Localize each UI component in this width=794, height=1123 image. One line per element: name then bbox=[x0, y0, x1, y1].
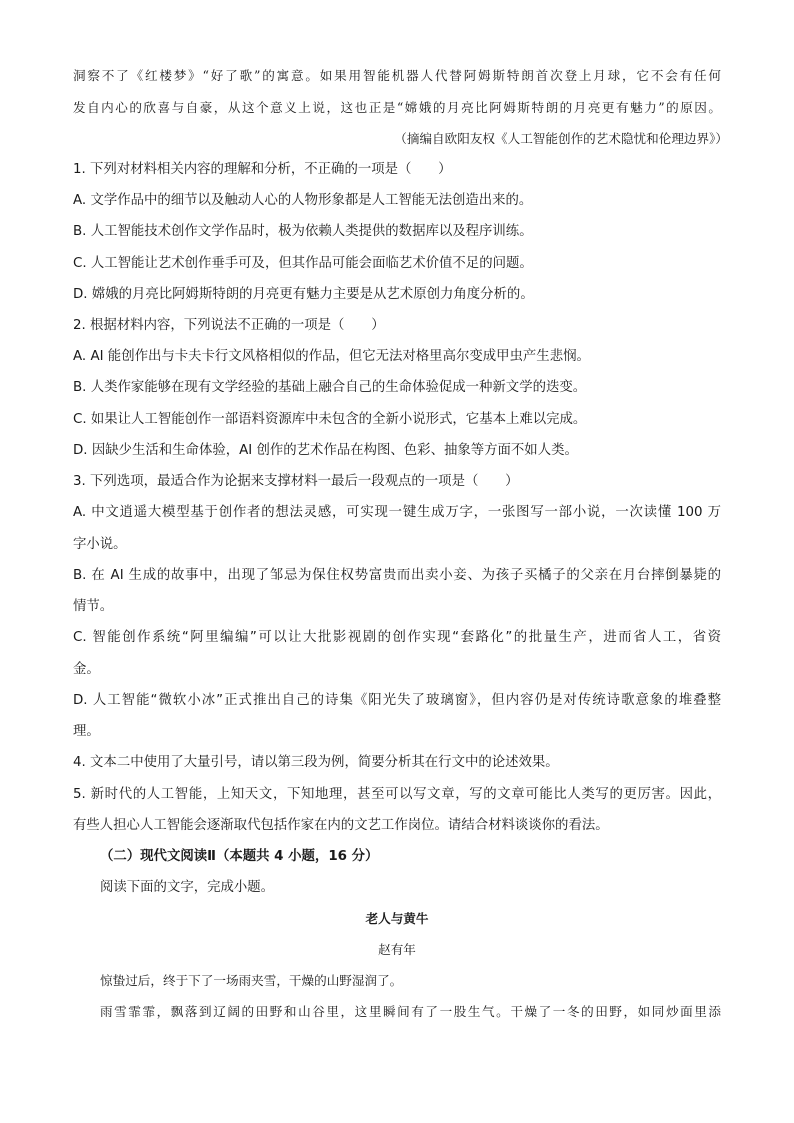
question-3-option-d-cont: 理。 bbox=[73, 724, 100, 739]
question-1-stem: 1. 下列对材料相关内容的理解和分析，不正确的一项是（ ） bbox=[73, 162, 452, 177]
story-title: 老人与黄牛 bbox=[365, 911, 429, 926]
question-1-option-c: C. 人工智能让艺术创作垂手可及，但其作品可能会面临艺术价值不足的问题。 bbox=[73, 256, 533, 271]
passage-source: （摘编自欧阳友权《人工智能创作的艺术隐忧和伦理边界》） bbox=[394, 131, 728, 146]
question-3-option-c-cont: 金。 bbox=[73, 662, 100, 677]
section-heading: （二）现代文阅读Ⅱ（本题共 4 小题，16 分） bbox=[100, 849, 379, 864]
question-3-option-a-cont: 字小说。 bbox=[73, 537, 127, 552]
question-3-option-b-cont: 情节。 bbox=[73, 599, 114, 614]
section-instruction: 阅读下面的文字，完成小题。 bbox=[100, 880, 275, 895]
story-paragraph: 惊蛰过后，终于下了一场雨夹雪，干燥的山野湿润了。 bbox=[100, 973, 403, 988]
question-2-option-c: C. 如果让人工智能创作一部语料资源库中未包含的全新小说形式，它基本上难以完成。 bbox=[73, 412, 587, 427]
question-2-option-a: A. AI 能创作出与卡夫卡行文风格相似的作品，但它无法对格里高尔变成甲虫产生悲悯。 bbox=[73, 349, 590, 364]
question-3-stem: 3. 下列选项，最适合作为论据来支撑材料一最后一段观点的一项是（ ） bbox=[73, 474, 519, 489]
question-1-option-b: B. 人工智能技术创作文学作品时，极为依赖人类提供的数据库以及程序训练。 bbox=[73, 224, 533, 239]
question-1-option-a: A. 文学作品中的细节以及触动人心的人物形象都是人工智能无法创造出来的。 bbox=[73, 193, 533, 208]
passage-line: 发自内心的欣喜与自豪，从这个意义上说，这也正是“嫦娥的月亮比阿姆斯特朗的月亮更有魅力”的原因。 bbox=[73, 100, 721, 115]
question-2-option-b: B. 人类作家能够在现有文学经验的基础上融合自己的生命体验促成一种新文学的迭变。 bbox=[73, 380, 587, 395]
question-5-cont: 有些人担心人工智能会逐渐取代包括作家在内的文艺工作岗位。请结合材料谈谈你的看法。 bbox=[73, 818, 609, 833]
story-paragraph: 雨雪霏霏，飘落到辽阔的田野和山谷里，这里瞬间有了一股生气。干燥了一冬的田野，如同炒面里添 bbox=[100, 1004, 721, 1019]
story-author: 赵有年 bbox=[378, 942, 416, 957]
question-4: 4. 文本二中使用了大量引号，请以第三段为例，简要分析其在行文中的论述效果。 bbox=[73, 755, 559, 770]
passage-line: 洞察不了《红楼梦》“好了歌”的寓意。如果用智能机器人代替阿姆斯特朗首次登上月球，它不会有任何 bbox=[73, 68, 721, 83]
question-1-option-d: D. 嫦娥的月亮比阿姆斯特朗的月亮更有魅力主要是从艺术原创力角度分析的。 bbox=[73, 287, 534, 302]
question-3-option-c: C. 智能创作系统“阿里编编”可以让大批影视剧的创作实现“套路化”的批量生产，进而省人工，省资 bbox=[73, 630, 721, 645]
question-5: 5. 新时代的人工智能，上知天文，下知地理，甚至可以写文章，写的文章可能比人类写的更厉害。因此， bbox=[73, 787, 721, 802]
question-2-stem: 2. 根据材料内容，下列说法不正确的一项是（ ） bbox=[73, 318, 385, 333]
question-3-option-d: D. 人工智能“微软小冰”正式推出自己的诗集《阳光失了玻璃窗》，但内容仍是对传统诗歌意象的堆叠整 bbox=[73, 693, 721, 708]
question-2-option-d: D. 因缺少生活和生命体验，AI 创作的艺术作品在构图、色彩、抽象等方面不如人类。 bbox=[73, 443, 578, 458]
question-3-option-a: A. 中文逍遥大模型基于创作者的想法灵感，可实现一键生成万字，一张图写一部小说，一次读懂 100 万 bbox=[73, 505, 721, 520]
question-3-option-b: B. 在 AI 生成的故事中，出现了邹忌为保住权势富贵而出卖小妾、为孩子买橘子的父亲在月台摔倒暴毙的 bbox=[73, 568, 721, 583]
